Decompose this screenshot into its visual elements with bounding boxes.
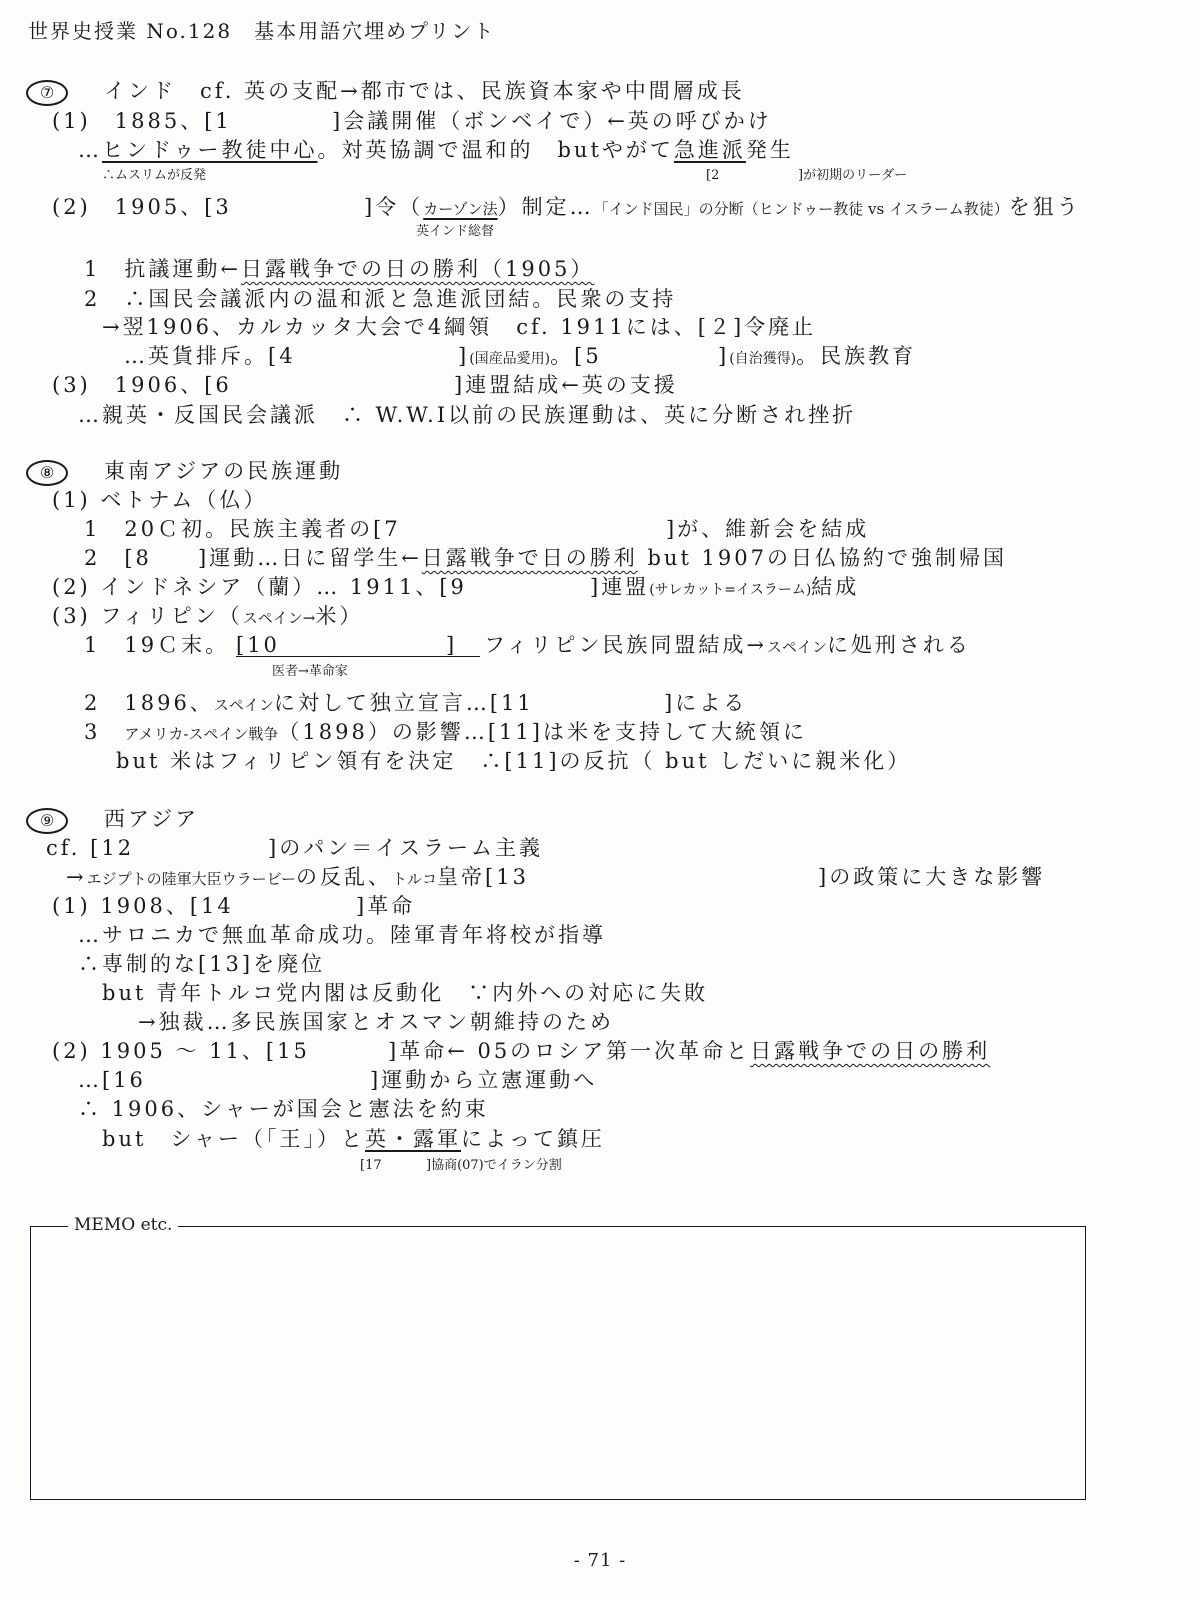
s7-p1-c-u1: ヒンドゥー教徒中心	[102, 138, 318, 162]
s9-cf2-a: →	[66, 865, 87, 889]
s7-i1	[84, 256, 594, 282]
s8-ph-b: 米）	[315, 604, 364, 628]
s8-ph3-b: （1898）の影響…[11]は米を支持して大統領に	[278, 720, 807, 744]
s9-t1-f: →独裁…多民族国家とオスマン朝維持のため	[138, 1010, 614, 1034]
s9-cf2	[66, 864, 529, 892]
memo-box	[30, 1226, 1086, 1500]
note-governor: 英インド総督	[416, 224, 495, 239]
s8-ph1-u: [10	[236, 633, 280, 657]
s8-ph3c: but 米はフィリピン領有を決定 ∴[11]の反抗（ but しだいに親米化）	[116, 749, 912, 773]
s8-ph1	[484, 632, 971, 660]
s7-i2c-b-text: ]	[458, 344, 470, 368]
s9-cf2-n2: トルコ	[392, 870, 438, 888]
s8-id-n: (サレカット=イスラーム)	[649, 582, 812, 598]
s7-i1-a: 1 抗議運動←	[84, 257, 241, 281]
s9-cf-a: cf. [12	[46, 836, 135, 860]
s8-id-b: ]連盟	[590, 575, 650, 599]
s8-ph-a: (3) フィリピン（	[52, 604, 243, 628]
s7-p3-b: ]連盟結成←英の支援	[454, 373, 678, 397]
s9-t1-d: ∴専制的な[13]を廃位	[78, 952, 326, 976]
section-9-number: ⑨	[26, 808, 68, 834]
s8-ph2-c: ]による	[664, 691, 748, 715]
note-leader-a: [2	[706, 168, 720, 183]
s7-heading: インド cf. 英の支配→都市では、民族資本家や中間層成長	[104, 79, 745, 103]
s7-i2c-c: 。[5	[550, 344, 602, 368]
s9-cf-b: ]のパン＝イスラーム主義	[268, 836, 543, 860]
s7-p1-b: ]会議開催（ボンベイで）←英の呼びかけ	[332, 109, 772, 133]
s9-cf2-c: 皇帝[13	[437, 865, 529, 889]
s9-t1-b: ]革命	[356, 894, 416, 918]
note-muslim: ∴ムスリムが反発	[102, 168, 207, 183]
s9-t2e-u: 英・露軍	[365, 1127, 461, 1151]
s8-v1b-a: 2 [8	[84, 546, 152, 570]
s8-ph2-n: スペイン	[213, 696, 274, 714]
s8-ph-n: スペイン→	[242, 609, 316, 627]
s9-t2	[388, 1038, 990, 1064]
s8-id	[590, 574, 859, 603]
s7-i2c-d	[718, 343, 916, 372]
s7-i2c-n2: (自治獲得)	[729, 351, 797, 367]
s9-t1-e: but 青年トルコ党内閣は反動化 ∵内外への対応に失敗	[102, 981, 709, 1005]
s9-t2c-a: …[16	[78, 1068, 146, 1092]
s7-i2c-a: …英貨排斥。[4	[124, 344, 296, 368]
s7-p1-c	[78, 137, 794, 163]
s8-ph1-b: フィリピン民族同盟結成→	[484, 633, 767, 657]
s8-v1b	[198, 545, 1007, 571]
s7-p1-a: (1) 1885、[1	[52, 109, 232, 133]
s8-ph1-n: スペイン	[766, 638, 827, 656]
s7-i2c-e: 。民族教育	[796, 344, 917, 368]
s7-p1-c-post: 発生	[745, 138, 794, 162]
s9-t1-a: (1) 1908、[14	[52, 894, 234, 918]
s8-ph1-a: 1 19Ｃ末。	[84, 633, 230, 657]
s7-i2c-n1: (国産品愛用)	[469, 351, 551, 367]
s7-p1-c-pre: …	[78, 138, 102, 162]
s8-ph2	[84, 690, 534, 718]
memo-label: MEMO etc.	[68, 1214, 178, 1236]
s8-v1a-b: ]が、維新会を結成	[666, 517, 870, 541]
s8-ph2-a: 2 1896、	[84, 691, 214, 715]
s7-p2-b-text: ]令（	[364, 195, 424, 219]
s9-t2c-b: ]運動から立憲運動へ	[370, 1068, 598, 1092]
s9-t2-w: 日露戦争での日の勝利	[750, 1039, 991, 1063]
s8-id-c: 結成	[811, 575, 860, 599]
s7-p2-e: を狙う	[1008, 195, 1081, 219]
section-7-number: ⑦	[26, 80, 68, 106]
s9-heading: 西アジア	[104, 807, 200, 831]
s7-p2-a: (2) 1905、[3	[52, 195, 232, 219]
s8-v1b-b: ]運動…日に留学生←	[198, 546, 422, 570]
s7-i1-w: 日露戦争での日の勝利（1905）	[240, 257, 595, 281]
s9-t2-b: ]革命← 05のロシア第一次革命と	[388, 1039, 751, 1063]
s8-ph1-u2: ]	[446, 633, 458, 657]
s8-ph3-a: 3	[84, 720, 125, 744]
s7-i2: 2 ∴国民会議派内の温和派と急進派団結。民衆の支持	[84, 287, 677, 311]
s7-i2c-b	[458, 343, 602, 372]
s7-p3-a: (3) 1906、[6	[52, 373, 232, 397]
s8-id-a: (2) インドネシア（蘭）… 1911、[9	[52, 575, 467, 599]
note17-a: [17	[360, 1158, 382, 1173]
s7-i2c-d-text: ]	[718, 344, 730, 368]
s8-ph3-n: アメリカ-スペイン戦争	[124, 725, 279, 743]
s9-t2e-a: but シャー（「王」）と	[102, 1127, 365, 1151]
s7-p2-b-u: カーゾン法	[423, 200, 498, 218]
s8-ph2-b: に対して独立宣言…[11	[273, 691, 534, 715]
s7-p1-c-u2: 急進派	[673, 138, 746, 162]
note-doctor: 医者→革命家	[272, 664, 348, 679]
s8-v1: (1) ベトナム（仏）	[52, 488, 268, 512]
note17-b: ]協商(07)でイラン分割	[426, 1158, 562, 1173]
s7-p3-c: …親英・反国民会議派 ∴ W.W.Ⅰ以前の民族運動は、英に分断され挫折	[78, 403, 857, 427]
s9-t1-c: …サロニカで無血革命成功。陸軍青年将校が指導	[78, 923, 606, 947]
section-8-number: ⑧	[26, 460, 68, 486]
s9-cf2-d: ]の政策に大きな影響	[818, 865, 1046, 889]
s8-v1b-w: 日露戦争で日の勝利	[421, 546, 638, 570]
s7-i2b: →翌1906、カルカッタ大会で4綱領 cf. 1911には、[２]令廃止	[102, 315, 817, 339]
s7-p2-d: 「インド国民」の分断（ヒンドゥー教徒 vs イスラーム教徒）	[593, 200, 1009, 218]
s9-cf2-n: エジプトの陸軍大臣ウラービー	[86, 870, 297, 888]
s7-p1-c-mid: 。対英協調で温和的 butやがて	[317, 138, 674, 162]
s8-v1a-a: 1 20Ｃ初。民族主義者の[7	[84, 517, 401, 541]
s9-t2-a: (2) 1905 ～ 11、[15	[52, 1039, 310, 1063]
page-title: 世界史授業 No.128 基本用語穴埋めプリント	[28, 19, 496, 43]
s8-ph3	[84, 719, 807, 747]
blank-10-underline	[236, 656, 480, 657]
s7-p2-c: ）制定…	[497, 195, 594, 219]
s8-heading: 東南アジアの民族運動	[104, 459, 344, 483]
s8-ph1-c: に処刑される	[826, 633, 971, 657]
s9-cf2-b: の反乱、	[296, 865, 393, 889]
s8-v1b-c: but 1907の日仏協約で強制帰国	[637, 546, 1007, 570]
s7-p2-b	[364, 194, 1081, 222]
s9-t2-e	[102, 1126, 605, 1152]
s8-ph	[52, 603, 363, 631]
page-number: - 71 -	[573, 1550, 627, 1571]
note-leader-b: ]が初期のリーダー	[798, 168, 908, 183]
s9-t2e-b: によって鎮圧	[461, 1127, 605, 1151]
s9-t2-d: ∴ 1906、シャーが国会と憲法を約束	[78, 1097, 489, 1121]
